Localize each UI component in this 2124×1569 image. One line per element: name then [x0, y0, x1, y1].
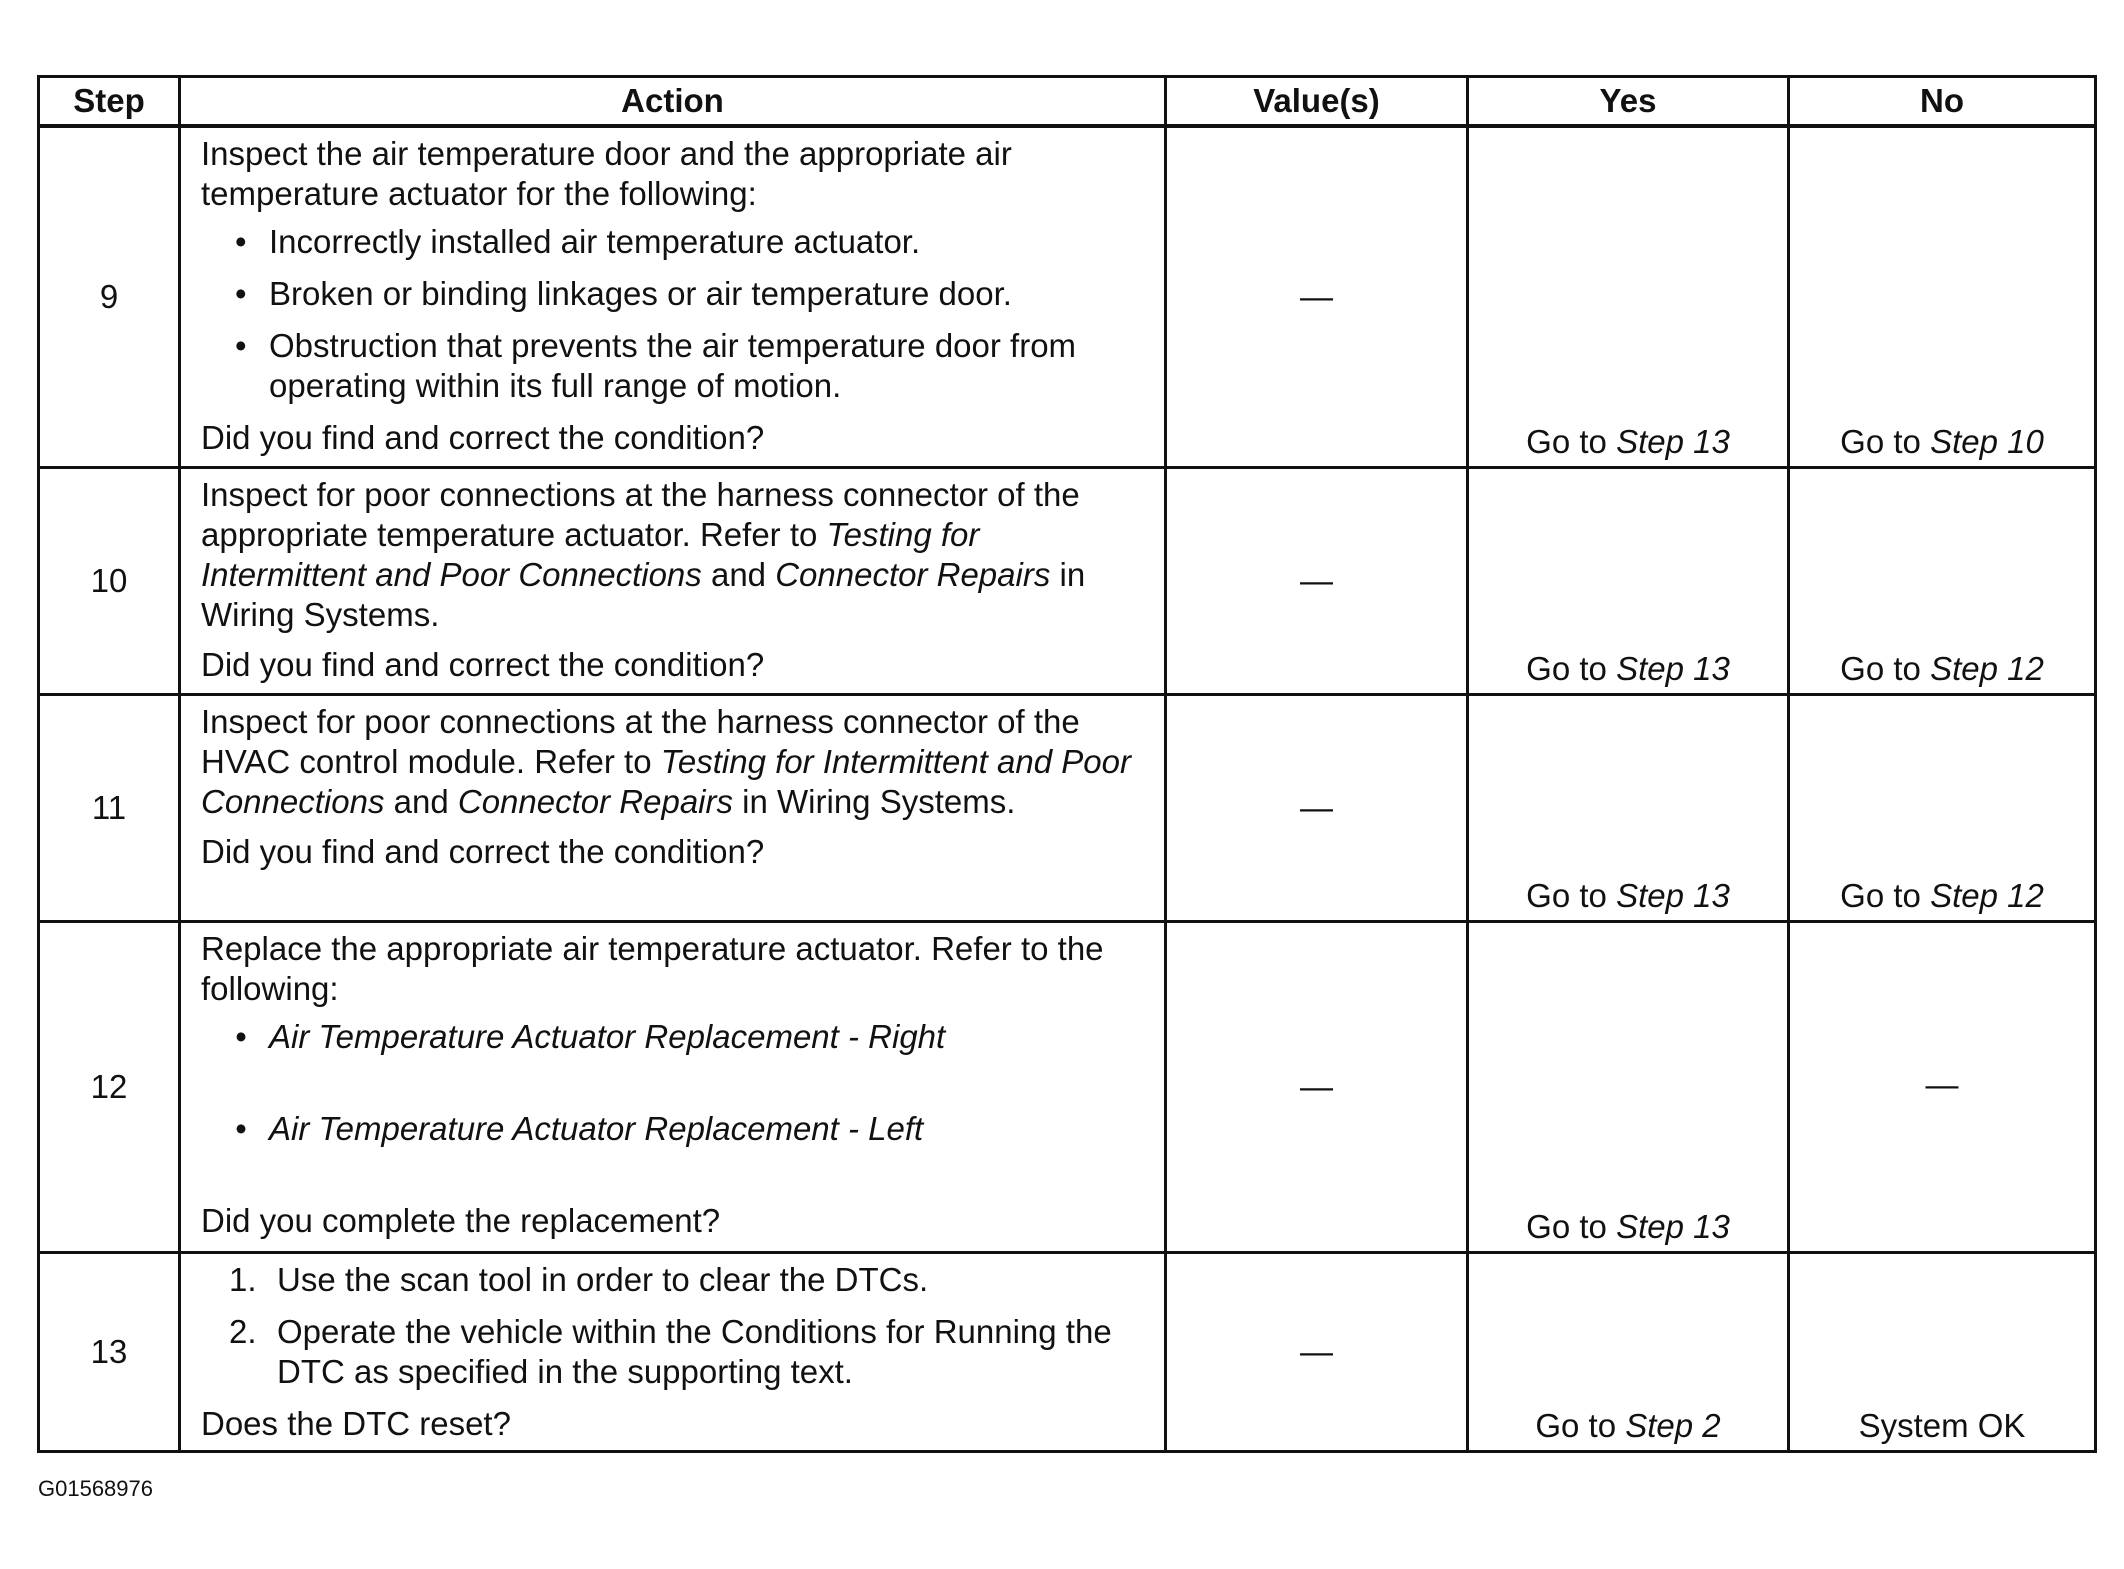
yes-step-link[interactable]: Step 13: [1616, 1207, 1730, 1245]
step-number: 11: [39, 694, 180, 921]
yes-prefix: Go to: [1526, 422, 1607, 460]
value-cell: —: [1166, 694, 1468, 921]
item-number: 2.: [229, 1312, 257, 1350]
reference-link[interactable]: • Air Temperature Actuator Replacement - Left: [235, 1109, 1146, 1149]
value-cell: —: [1166, 467, 1468, 694]
bullet-list: [201, 1017, 1146, 1149]
table-row-step-9: [39, 126, 2096, 467]
diagnostic-table: [37, 75, 2097, 1453]
no-prefix: Go to: [1840, 649, 1921, 687]
no-cell: [1789, 694, 2096, 921]
no-step-link[interactable]: Step 12: [1930, 876, 2044, 914]
item-number: 1.: [229, 1260, 257, 1298]
reference-link[interactable]: • Air Temperature Actuator Replacement - Right: [235, 1017, 1146, 1057]
action-text: Inspect for poor connections at the harness connector of the HVAC control module. Refer to: [201, 702, 1080, 780]
header-yes: Yes: [1468, 77, 1789, 127]
yes-prefix: Go to: [1535, 1406, 1617, 1444]
step-number: 12: [39, 921, 180, 1252]
step-number: 13: [39, 1252, 180, 1451]
no-step-link[interactable]: Step 10: [1930, 422, 2044, 460]
action-intro: [201, 475, 1146, 635]
action-question: Does the DTC reset?: [201, 1404, 511, 1442]
no-prefix: Go to: [1840, 422, 1921, 460]
item-text: Use the scan tool in order to clear the DTCs.: [277, 1260, 929, 1298]
bullet-item: • Obstruction that prevents the air temperature door from operating within its full range of motion.: [235, 326, 1146, 406]
action-text: in Wiring Systems.: [742, 782, 1016, 820]
action-cell: [180, 921, 1166, 1252]
yes-step-link[interactable]: Step 13: [1616, 876, 1730, 914]
action-intro: Inspect the air temperature door and the appropriate air temperature actuator for the following:: [201, 135, 1012, 212]
value-cell: —: [1166, 921, 1468, 1252]
yes-cell: [1468, 467, 1789, 694]
value-cell: —: [1166, 126, 1468, 467]
value-cell: —: [1166, 1252, 1468, 1451]
yes-step-link[interactable]: Step 13: [1616, 649, 1730, 687]
step-number: 10: [39, 467, 180, 694]
action-text: Inspect for poor connections at the harness connector of the appropriate temperature actuator. Refer to: [201, 475, 1080, 553]
numbered-item: [229, 1312, 1146, 1392]
yes-prefix: Go to: [1526, 649, 1607, 687]
action-text: and: [393, 782, 449, 820]
action-text: in Wiring Systems.: [201, 555, 1086, 633]
action-cell: [180, 467, 1166, 694]
numbered-item: [229, 1260, 1146, 1300]
yes-cell: [1468, 1252, 1789, 1451]
no-prefix: Go to: [1840, 876, 1921, 914]
bullet-item: • Broken or binding linkages or air temperature door.: [235, 274, 1146, 314]
header-no: No: [1789, 77, 2096, 127]
action-intro: Replace the appropriate air temperature actuator. Refer to the following:: [201, 929, 1104, 1007]
reference-link[interactable]: Connector Repairs: [775, 555, 1051, 593]
action-text: and: [710, 555, 767, 593]
action-cell: [180, 694, 1166, 921]
reference-link[interactable]: Testing for Intermittent and Poor Connections: [201, 515, 980, 593]
step-number: 9: [39, 126, 180, 467]
action-cell: [180, 1252, 1166, 1451]
action-intro: [201, 702, 1146, 822]
no-cell: System OK: [1789, 1252, 2096, 1451]
header-action: Action: [180, 77, 1166, 127]
no-cell: [1789, 126, 2096, 467]
yes-cell: [1468, 921, 1789, 1252]
numbered-list: [201, 1260, 1146, 1392]
table-row-step-10: [39, 467, 2096, 694]
header-values: Value(s): [1166, 77, 1468, 127]
reference-link[interactable]: Testing for Intermittent and Poor Connections: [201, 742, 1131, 820]
yes-prefix: Go to: [1526, 876, 1607, 914]
yes-step-link[interactable]: Step 13: [1616, 422, 1730, 460]
yes-cell: [1468, 126, 1789, 467]
bullet-item: • Incorrectly installed air temperature actuator.: [235, 222, 1146, 262]
no-cell: [1789, 467, 2096, 694]
item-text: Operate the vehicle within the Conditions for Running the DTC as specified in the supporting text.: [277, 1312, 1112, 1390]
no-step-link[interactable]: Step 12: [1930, 649, 2044, 687]
header-row: [39, 77, 2096, 127]
table-row-step-12: [39, 921, 2096, 1252]
yes-step-link[interactable]: Step 2: [1625, 1406, 1721, 1444]
figure-id: G01568976: [38, 1476, 153, 1501]
action-question: Did you find and correct the condition?: [201, 419, 765, 456]
header-step: Step: [39, 77, 180, 127]
action-question: Did you find and correct the condition?: [201, 645, 765, 683]
table-row-step-11: [39, 694, 2096, 921]
action-question: Did you complete the replacement?: [201, 1201, 721, 1239]
action-question: Did you find and correct the condition?: [201, 832, 765, 870]
no-cell: —: [1789, 921, 2096, 1252]
action-cell: [180, 126, 1166, 467]
yes-cell: [1468, 694, 1789, 921]
bullet-list: [201, 222, 1146, 406]
yes-prefix: Go to: [1526, 1207, 1607, 1245]
table-row-step-13: [39, 1252, 2096, 1451]
reference-link[interactable]: Connector Repairs: [457, 782, 733, 820]
